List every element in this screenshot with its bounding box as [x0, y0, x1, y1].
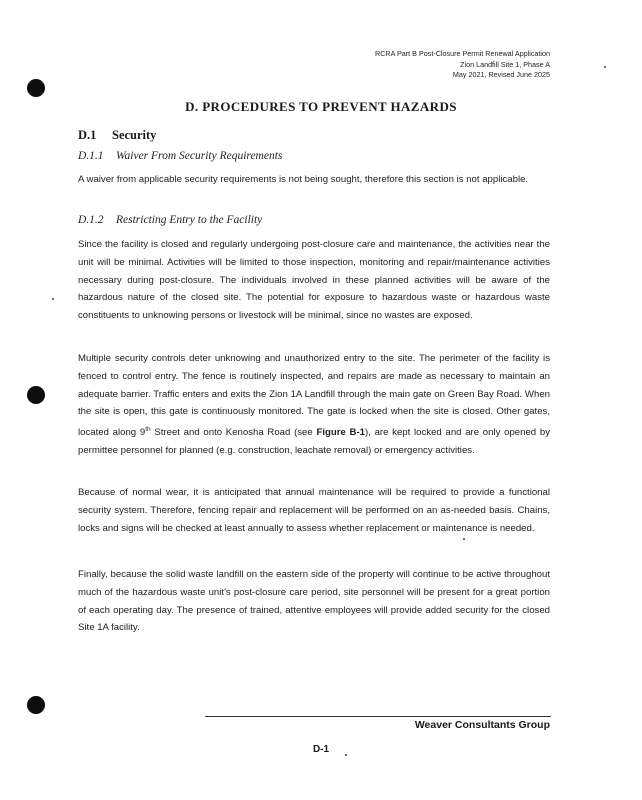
- scan-speck: [52, 298, 54, 300]
- section-title: Security: [112, 128, 157, 142]
- subsection-number: D.1.1: [78, 150, 104, 162]
- page-title: D. PROCEDURES TO PREVENT HAZARDS: [185, 99, 457, 114]
- text-run: Multiple security controls deter unknowing and unauthorized entry to the site. The perimeter of the facility is fenced to control entry. The fence is routinely inspected, and repairs are made as necessary to maintain an adequate barrier. Traffic enters and exits the Zion 1A Landfill through the main gate on Green Bay Road. When the site is open, this gate is continuously monitored. The gate is locked when the site is closed. Other gates, located along 9: [78, 353, 550, 439]
- hole-punch-middle: [27, 386, 45, 404]
- scan-speck: [463, 538, 465, 540]
- scan-speck: [604, 66, 606, 68]
- footer-organization: Weaver Consultants Group: [414, 719, 550, 731]
- figure-reference: Figure B-1: [316, 427, 365, 439]
- paragraph-restricting-entry: Since the facility is closed and regularly undergoing post-closure care and maintenance, the activities near the unit will be minimal. Activities will be limited to those inspection, monitoring and repair/maintenance activities necessary during post-closure. The individuals involved in these planned activities will be aware of the hazardous nature of the closed site. The potential for exposure to hazardous waste or hazardous waste constituents to unknowing persons or livestock will be minimal, since no wastes are exposed.: [78, 239, 550, 322]
- hole-punch-top: [27, 79, 45, 97]
- page-number: D-1: [312, 744, 330, 755]
- paragraph-waiver: A waiver from applicable security requirements is not being sought, therefore this section is not applicable.: [78, 174, 529, 185]
- section-number: D.1: [78, 128, 97, 142]
- paragraph-maintenance: Because of normal wear, it is anticipated that annual maintenance will be required to provide a functional security system. Therefore, fencing repair and replacement will be performed on an as-needed basis. Chains, locks and signs will be checked at least annually to assess whether replacement or maintenance is needed.: [78, 487, 550, 534]
- header-line-1: RCRA Part B Post-Closure Permit Renewal Application: [375, 49, 550, 58]
- text-run: ), are kept locked and are only opened by permittee personnel for planned (e.g. construction, leachate removal) or emergency activities.: [78, 427, 551, 457]
- header-line-2: Zion Landfill Site 1, Phase A: [460, 59, 550, 69]
- footer-divider: [205, 716, 551, 717]
- subsection-title: Waiver From Security Requirements: [116, 150, 283, 162]
- subsection-heading-2: [78, 214, 262, 226]
- paragraph-security-controls: [78, 350, 550, 460]
- document-header: [375, 49, 550, 81]
- header-line-3: May 2021, Revised June 2025: [452, 70, 550, 79]
- subsection-title: Restricting Entry to the Facility: [116, 214, 263, 226]
- superscript: th: [145, 426, 151, 434]
- section-heading: [78, 128, 156, 143]
- text-run: Street and onto Kenosha Road (see: [150, 427, 317, 439]
- subsection-heading-1: [78, 150, 282, 162]
- hole-punch-bottom: [27, 696, 45, 714]
- paragraph-personnel: Finally, because the solid waste landfill on the eastern side of the property will continue to be active throughout much of the hazardous waste unit's post-closure care period, site personnel will be present for a great portion of each operating day. The presence of trained, attentive employees will provide added security for the closed Site 1A facility.: [78, 569, 550, 634]
- subsection-number: D.1.2: [78, 214, 104, 226]
